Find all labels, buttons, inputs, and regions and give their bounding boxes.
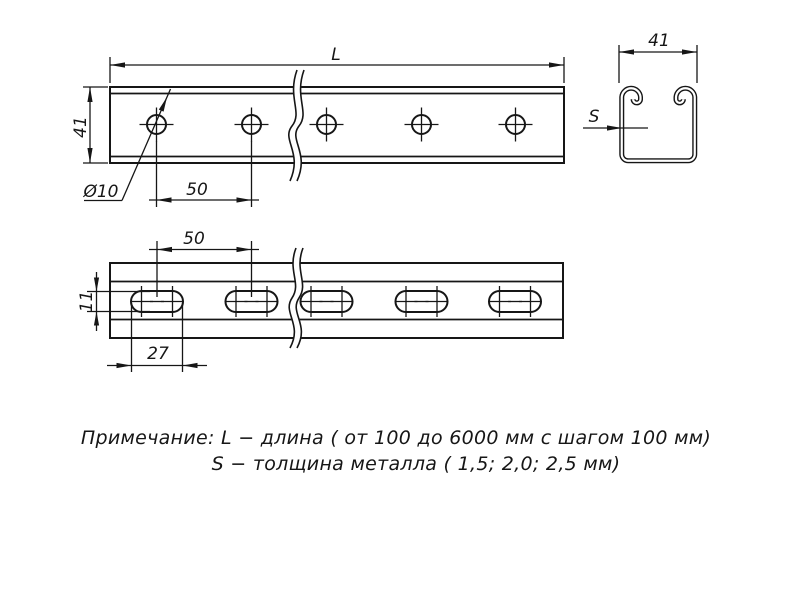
- hole-marker: [235, 108, 269, 142]
- arrowhead: [237, 247, 252, 252]
- arrowhead: [87, 148, 92, 163]
- hole-marker: [405, 108, 439, 142]
- arrowhead: [94, 312, 99, 326]
- arrowhead: [682, 49, 697, 54]
- arrowhead: [619, 49, 634, 54]
- top-view: [71, 45, 564, 207]
- note-line-2: S − толщина металла ( 1,5; 2,0; 2,5 мм): [211, 453, 621, 475]
- slot-marker: [130, 286, 184, 317]
- slot-marker: [300, 286, 354, 317]
- hole-marker: [499, 108, 533, 142]
- dim-label-width: 41: [648, 31, 670, 51]
- notes: [81, 427, 711, 475]
- dim-label-pitch: 50: [186, 180, 208, 200]
- arrowhead: [237, 197, 252, 202]
- slot-marker: [395, 286, 449, 317]
- slot-marker: [225, 286, 279, 317]
- slot-markers: [130, 286, 542, 317]
- dim-label-slot-width: 11: [77, 290, 97, 313]
- channel-body-outline: [110, 263, 563, 338]
- dim-label-height: 41: [71, 116, 91, 138]
- dim-label-pitch: 50: [183, 229, 205, 249]
- note-line-1: Примечание: L − длина ( от 100 до 6000 мм с шагом 100 мм): [80, 427, 712, 449]
- slot-view: [77, 229, 563, 372]
- dim-label-hole-diameter: Ø10: [83, 182, 119, 202]
- dim-label-slot-length: 27: [147, 344, 169, 364]
- arrowhead: [183, 363, 198, 368]
- arrowhead: [94, 278, 99, 292]
- arrowhead: [157, 247, 172, 252]
- arrowhead: [87, 87, 92, 102]
- hole-marker: [140, 108, 174, 142]
- hole-marker: [310, 108, 344, 142]
- arrowhead: [549, 62, 564, 67]
- section-view: [583, 31, 697, 161]
- channel-profile-inner: [622, 88, 695, 160]
- arrowhead: [157, 197, 172, 202]
- arrowhead: [159, 97, 167, 112]
- arrowhead: [117, 363, 132, 368]
- dim-label-length: L: [331, 45, 341, 65]
- dim-label-thickness: S: [588, 107, 600, 127]
- channel-profile: [622, 88, 695, 160]
- slot-marker: [488, 286, 542, 317]
- arrowhead: [110, 62, 125, 67]
- hole-markers: [140, 108, 533, 142]
